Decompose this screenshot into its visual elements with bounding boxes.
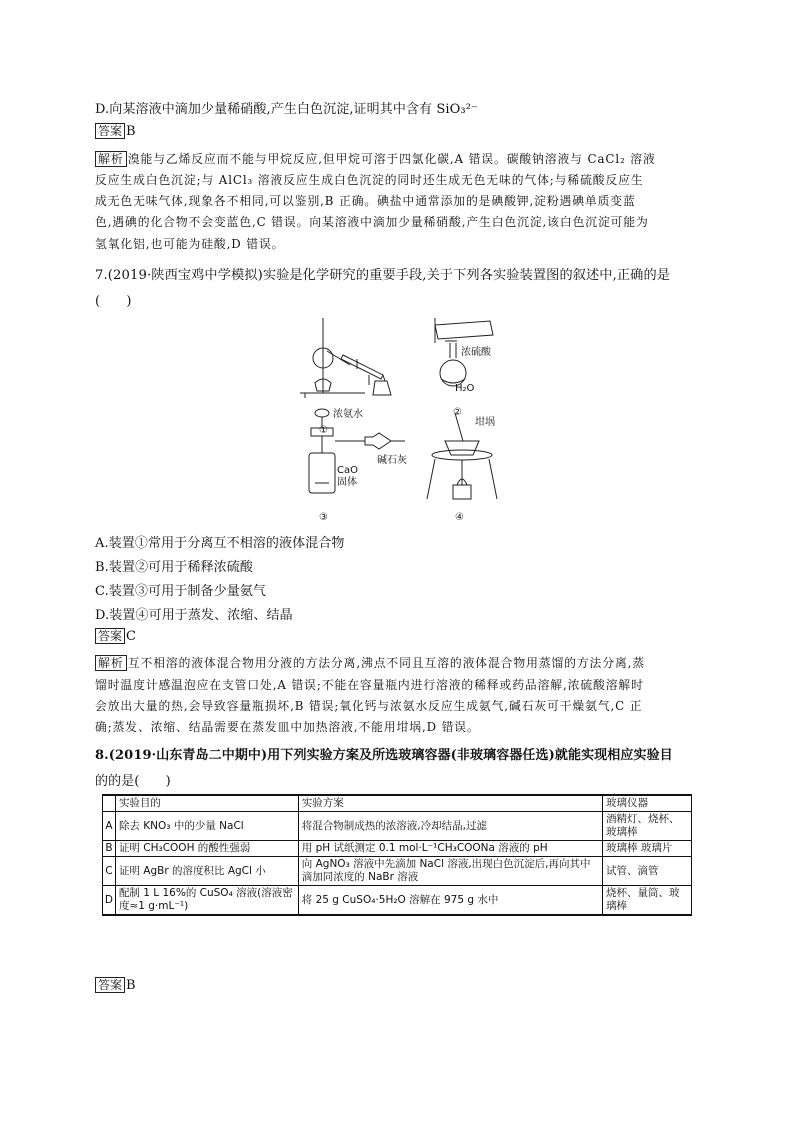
analysis-tag: 解析 bbox=[95, 655, 127, 671]
analysis-q7-line: 确;蒸发、浓缩、结晶需要在蒸发皿中加热溶液,不能用坩埚,D 错误。 bbox=[95, 720, 480, 734]
label-h2o: H₂O bbox=[455, 383, 475, 394]
question-7-bracket: ( ) bbox=[95, 294, 132, 309]
table-row: C 证明 AgBr 的溶度积比 AgCl 小 向 AgNO₃ 溶液中先滴加 NaCl 溶液,出现白色沉淀后,再向其中滴加同浓度的 NaBr 溶液 试管、滴管 bbox=[103, 857, 692, 886]
answer-tag: 答案 bbox=[95, 123, 125, 139]
answer-q8 bbox=[95, 977, 136, 993]
distillation-apparatus bbox=[300, 318, 391, 398]
table-header-cell: 玻璃仪器 bbox=[603, 795, 692, 812]
question-8-stem-2: 的的是( ) bbox=[95, 774, 171, 789]
label-n1: ① bbox=[319, 425, 328, 436]
analysis-q7-line: 解析 互不相溶的液体混合物用分液的方法分离,沸点不同且互溶的液体混合物用蒸馏的方法分离,蒸 bbox=[95, 654, 645, 671]
option-b: B.装置②可用于稀释浓硫酸 bbox=[95, 560, 253, 575]
question-7-stem: 7.(2019·陕西宝鸡中学模拟)实验是化学研究的重要手段,关于下列各实验装置图的叙述中,正确的是 bbox=[95, 268, 671, 283]
option-c: C.装置③可用于制备少量氨气 bbox=[95, 584, 267, 599]
analysis-q6-line: 色,遇碘的化合物不会变蓝色,C 错误。向某溶液中滴加少量稀硝酸,产生白色沉淀,该白色沉淀可能为 bbox=[95, 215, 649, 229]
label-crucible: 坩埚 bbox=[475, 417, 495, 428]
table-header-cell bbox=[103, 795, 116, 812]
table-header-cell: 实验目的 bbox=[115, 795, 298, 812]
answer-q6 bbox=[95, 123, 136, 139]
label-soda-lime: 碱石灰 bbox=[377, 455, 407, 466]
answer-value: C bbox=[126, 629, 136, 644]
label-conc-h2so4: 浓硫酸 bbox=[461, 347, 491, 358]
option-d: D.装置④可用于蒸发、浓缩、结晶 bbox=[95, 608, 293, 623]
question-8-stem: 8.(2019·山东青岛二中期中)用下列实验方案及所选玻璃容器(非玻璃容器任选)就能实现相应实验目 bbox=[95, 748, 673, 763]
answer-value: B bbox=[126, 124, 136, 139]
experiment-table bbox=[102, 794, 692, 916]
analysis-q6-line: 反应生成白色沉淀;与 AlCl₃ 溶液反应生成白色沉淀的同时还生成无色无味的气体;与稀硫酸反应生 bbox=[95, 173, 644, 187]
answer-tag: 答案 bbox=[95, 628, 125, 644]
label-n3: ③ bbox=[319, 512, 328, 523]
analysis-q7-line: 会放出大量的热,会导致容量瓶损坏,B 错误;氧化钙与浓氨水反应生成氨气,碱石灰可干燥氨气,C 正 bbox=[95, 699, 643, 713]
option-a: A.装置①常用于分离互不相溶的液体混合物 bbox=[95, 536, 345, 551]
apparatus-drawings bbox=[295, 313, 505, 528]
analysis-q7-line: 馏时温度计感温泡应在支管口处,A 错误;不能在容量瓶内进行溶液的稀释或药品溶解,浓硫酸溶解时 bbox=[95, 678, 644, 692]
table-row: A 除去 KNO₃ 中的少量 NaCl 将混合物制成热的浓溶液,冷却结晶,过滤 酒精灯、烧杯、玻璃棒 bbox=[103, 812, 692, 841]
table-row: D 配制 1 L 16%的 CuSO₄ 溶液(溶液密度≈1 g·mL⁻¹) 将 25 g CuSO₄·5H₂O 溶解在 975 g 水中 烧杯、量筒、玻璃棒 bbox=[103, 886, 692, 916]
apparatus-figure bbox=[295, 313, 505, 528]
option-d-previous: D.向某溶液中滴加少量稀硝酸,产生白色沉淀,证明其中含有 SiO₃²⁻ bbox=[95, 102, 478, 117]
label-conc-ammonia: 浓氨水 bbox=[333, 409, 363, 420]
table-header-cell: 实验方案 bbox=[298, 795, 602, 812]
answer-value: B bbox=[126, 978, 136, 993]
answer-tag: 答案 bbox=[95, 977, 125, 993]
label-solid: 固体 bbox=[337, 477, 357, 488]
table-header-row bbox=[103, 795, 692, 812]
analysis-q6-line: 氢氧化铝,也可能为硅酸,D 错误。 bbox=[95, 237, 285, 251]
answer-q7 bbox=[95, 628, 136, 644]
table-row: B 证明 CH₃COOH 的酸性强弱 用 pH 试纸测定 0.1 mol·L⁻¹CH₃COONa 溶液的 pH 玻璃棒 玻璃片 bbox=[103, 841, 692, 857]
analysis-q6-line: 解析 溴能与乙烯反应而不能与甲烷反应,但甲烷可溶于四氯化碳,A 错误。碳酸钠溶液与 CaCl₂ 溶液 bbox=[95, 150, 656, 167]
label-cao: CaO bbox=[337, 465, 358, 476]
label-n4: ④ bbox=[455, 512, 464, 523]
ammonia-apparatus bbox=[309, 409, 405, 493]
label-n2: ② bbox=[453, 407, 462, 418]
analysis-q6-line: 成无色无味气体,现象各不相同,可以鉴别,B 正确。碘盐中通常添加的是碘酸钾,淀粉遇碘单质变蓝 bbox=[95, 194, 636, 208]
analysis-tag: 解析 bbox=[95, 151, 127, 167]
